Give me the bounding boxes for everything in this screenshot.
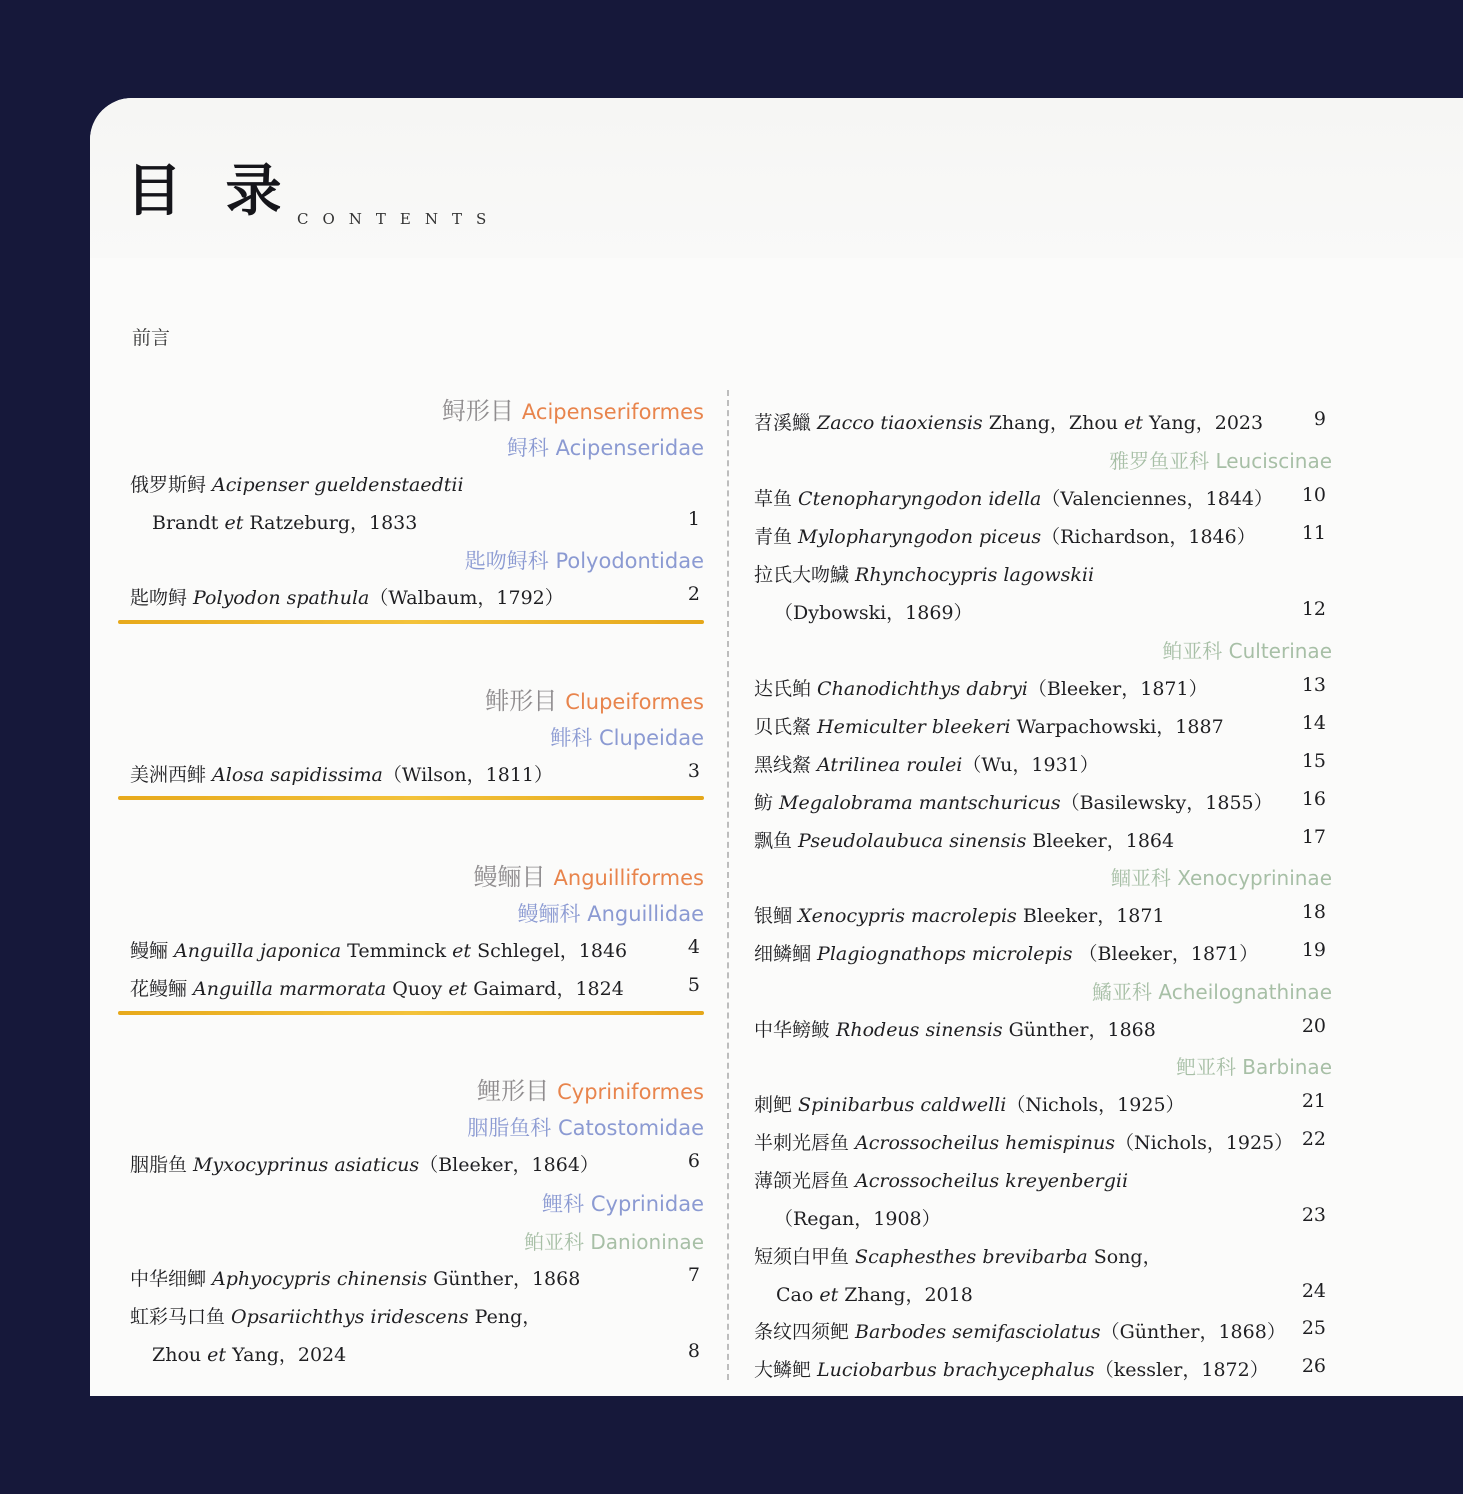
author: Cao (776, 1284, 820, 1306)
author: （kessler，1872） (1094, 1359, 1269, 1381)
section-rule (118, 796, 704, 800)
species-cn: 鳗鲡 (130, 940, 175, 962)
order-cn: 鳗鲡目 (473, 863, 546, 891)
order-heading (90, 391, 704, 427)
species-sci: Rhynchocypris lagowskii (855, 564, 1095, 586)
family-heading: 鲤科 Cyprinidae (542, 1192, 704, 1216)
author: （Valenciennes，1844） (1041, 488, 1274, 510)
author: （Nichols，1925） (1006, 1094, 1185, 1116)
order-en: Anguilliformes (553, 866, 704, 890)
species-sci: Aphyocypris chinensis (212, 1268, 428, 1290)
order-heading (90, 681, 704, 717)
author: Ratzeburg，1833 (243, 512, 418, 534)
page-number: 8 (687, 1340, 700, 1362)
page-number: 20 (1301, 1015, 1326, 1037)
page-number: 9 (1313, 408, 1326, 430)
page-number: 2 (687, 583, 700, 605)
species-entry[interactable] (130, 1150, 599, 1186)
species-entry[interactable] (754, 1090, 1185, 1126)
author-et: et (819, 1284, 839, 1306)
author: Peng， (468, 1306, 542, 1328)
page-number: 13 (1301, 674, 1326, 696)
author: Schlegel，1846 (471, 940, 628, 962)
species-entry[interactable] (754, 939, 1258, 975)
page-number: 7 (687, 1264, 700, 1286)
species-sci: Mylopharyngodon piceus (798, 526, 1042, 548)
species-entry[interactable] (754, 1128, 1293, 1164)
species-entry[interactable] (754, 560, 1094, 596)
species-entry[interactable] (754, 1166, 1128, 1202)
page-number: 25 (1301, 1317, 1326, 1339)
species-entry-cont[interactable] (774, 598, 973, 634)
order-en: Acipenseriformes (521, 400, 704, 424)
species-sci: Luciobarbus brachycephalus (817, 1359, 1095, 1381)
species-sci: Myxocyprinus asiaticus (193, 1154, 420, 1176)
author: （Bleeker，1864） (419, 1154, 599, 1176)
species-cn: 美洲西鲱 (130, 764, 213, 786)
species-sci: Alosa sapidissima (212, 764, 383, 786)
subfamily-heading: 鱊亚科 Acheilognathinae (1092, 980, 1332, 1004)
species-sci: Polyodon spathula (193, 587, 370, 609)
species-cn: 半刺光唇鱼 (754, 1132, 856, 1154)
species-entry[interactable] (754, 1015, 1156, 1051)
page-number: 15 (1301, 750, 1326, 772)
page-number: 17 (1301, 826, 1326, 848)
author: （Wu，1931） (962, 754, 1099, 776)
author: Song， (1087, 1246, 1162, 1268)
page-number: 24 (1301, 1280, 1326, 1302)
author: （Basilewsky，1855） (1060, 792, 1273, 814)
order-heading (90, 857, 704, 893)
order-en: Clupeiformes (565, 690, 704, 714)
page-number: 16 (1301, 788, 1326, 810)
species-cn: 俄罗斯鲟 (130, 474, 213, 496)
species-sci: Megalobrama mantschuricus (779, 792, 1061, 814)
species-cn: 草鱼 (754, 488, 799, 510)
family-heading: 胭脂鱼科 Catostomidae (467, 1116, 704, 1140)
author: Temminck (341, 940, 453, 962)
author: （Günther，1868） (1100, 1321, 1286, 1343)
page-number: 6 (687, 1150, 700, 1172)
author: （Bleeker，1871） (1072, 943, 1259, 965)
species-entry[interactable] (754, 674, 1208, 710)
author: Gaimard，1824 (467, 978, 624, 1000)
author: Brandt (152, 512, 225, 534)
species-sci: Scaphesthes brevibarba (855, 1246, 1088, 1268)
page-number: 22 (1301, 1128, 1326, 1150)
author: Quoy (386, 978, 449, 1000)
species-entry[interactable] (754, 826, 1174, 862)
page-number: 1 (687, 508, 700, 530)
species-cn: 细鳞鲴 (754, 943, 818, 965)
species-sci: Ctenopharyngodon idella (798, 488, 1042, 510)
family-heading: 鲱科 Clupeidae (550, 726, 704, 750)
order-cn: 鲱形目 (485, 687, 558, 715)
page-number: 21 (1301, 1090, 1326, 1112)
species-cn: 达氏鲌 (754, 678, 818, 700)
species-cn: 大鳞鲃 (754, 1359, 818, 1381)
species-cn: 飘鱼 (754, 830, 799, 852)
species-sci: Zacco tiaoxiensis (817, 412, 983, 434)
species-cn: 苕溪鱲 (754, 412, 818, 434)
page-number: 19 (1301, 939, 1326, 961)
species-entry-cont[interactable] (152, 508, 417, 544)
author-et: et (207, 1344, 227, 1366)
page-number: 10 (1301, 484, 1326, 506)
species-cn: 黑线䱗 (754, 754, 818, 776)
species-entry-cont[interactable] (152, 1340, 346, 1376)
author: （Regan，1908） (774, 1208, 941, 1230)
species-cn: 短须白甲鱼 (754, 1246, 856, 1268)
author: Bleeker，1864 (1026, 830, 1175, 852)
species-cn: 条纹四须鲃 (754, 1321, 856, 1343)
species-cn: 贝氏䱗 (754, 716, 818, 738)
species-sci: Anguilla marmorata (193, 978, 387, 1000)
page-number: 23 (1301, 1204, 1326, 1226)
species-sci: Opsariichthys iridescens (231, 1306, 469, 1328)
author: （Nichols，1925） (1114, 1132, 1294, 1154)
species-cn: 中华鳑鲏 (754, 1019, 837, 1041)
species-entry[interactable] (130, 470, 464, 506)
section-rule (118, 620, 704, 624)
species-sci: Acipenser gueldenstaedtii (212, 474, 464, 496)
species-entry[interactable] (754, 788, 1273, 824)
author-et: et (1124, 412, 1143, 434)
author: （Walbaum，1792） (369, 587, 564, 609)
author-et: et (448, 978, 468, 1000)
subfamily-heading: 鲃亚科 Barbinae (1175, 1055, 1332, 1079)
species-entry-cont[interactable] (774, 1204, 941, 1240)
contents-page (90, 98, 1463, 1396)
species-entry[interactable] (130, 583, 564, 619)
toc-foreword-link[interactable]: 前言 (132, 327, 171, 349)
species-cn: 花鳗鲡 (130, 978, 194, 1000)
author: （Richardson，1846） (1041, 526, 1256, 548)
species-entry[interactable] (754, 408, 1263, 444)
species-entry[interactable] (130, 1264, 580, 1300)
species-entry[interactable] (754, 712, 1224, 748)
species-sci: Pseudolaubuca sinensis (798, 830, 1027, 852)
species-entry[interactable] (754, 901, 1165, 937)
species-entry[interactable] (754, 484, 1273, 520)
subfamily-heading: 鲴亚科 Xenocyprininae (1110, 866, 1332, 890)
species-sci: Spinibarbus caldwelli (798, 1094, 1007, 1116)
species-cn: 刺鲃 (754, 1094, 799, 1116)
species-cn: 薄颌光唇鱼 (754, 1170, 856, 1192)
family-heading: 鳗鲡科 Anguillidae (517, 902, 704, 926)
family-heading: 匙吻鲟科 Polyodontidae (464, 549, 704, 573)
species-entry[interactable] (754, 1355, 1269, 1391)
species-entry-cont[interactable] (776, 1280, 973, 1316)
page-number: 14 (1301, 712, 1326, 734)
subfamily-heading: 雅罗鱼亚科 Leuciscinae (1109, 449, 1332, 473)
species-sci: Rhodeus sinensis (836, 1019, 1003, 1041)
species-entry[interactable] (130, 1302, 541, 1338)
species-entry[interactable] (754, 1242, 1162, 1278)
order-cn: 鲟形目 (441, 397, 514, 425)
species-cn: 虹彩马口鱼 (130, 1306, 232, 1328)
author: Zhang，2018 (838, 1284, 973, 1306)
author: Warpachowski，1887 (1010, 716, 1224, 738)
species-cn: 青鱼 (754, 526, 799, 548)
species-entry[interactable] (130, 760, 553, 796)
species-cn: 匙吻鲟 (130, 587, 194, 609)
subfamily-heading: 鲌亚科 Danioninae (524, 1230, 704, 1254)
page-number: 18 (1301, 901, 1326, 923)
species-cn: 胭脂鱼 (130, 1154, 194, 1176)
species-cn: 中华细鲫 (130, 1268, 213, 1290)
species-sci: Acrossocheilus hemispinus (855, 1132, 1115, 1154)
species-cn: 银鲴 (754, 905, 799, 927)
author-et: et (452, 940, 472, 962)
page-number: 4 (687, 936, 700, 958)
author: Bleeker，1871 (1016, 905, 1165, 927)
author: （Bleeker，1871） (1027, 678, 1208, 700)
species-sci: Anguilla japonica (174, 940, 342, 962)
page-title: 目 录 (126, 159, 294, 224)
species-cn: 鲂 (754, 792, 780, 814)
species-entry[interactable] (130, 974, 624, 1010)
species-entry[interactable] (754, 522, 1256, 558)
species-sci: Barbodes semifasciolatus (855, 1321, 1101, 1343)
order-cn: 鲤形目 (477, 1077, 550, 1105)
subfamily-heading: 鲌亚科 Culterinae (1162, 639, 1332, 663)
species-entry[interactable] (754, 750, 1099, 786)
page-subtitle: CONTENTS (297, 210, 501, 228)
family-heading: 鲟科 Acipenseridae (506, 436, 704, 460)
order-en: Cypriniformes (557, 1080, 704, 1104)
header-band (90, 98, 1463, 258)
species-cn: 拉氏大吻鱥 (754, 564, 856, 586)
species-sci: Hemiculter bleekeri (817, 716, 1011, 738)
page-number: 5 (687, 974, 700, 996)
author: （Dybowski，1869） (774, 602, 973, 624)
species-entry[interactable] (130, 936, 627, 972)
author: Zhou (152, 1344, 208, 1366)
page-number: 11 (1301, 522, 1326, 544)
author: Günther，1868 (1002, 1019, 1156, 1041)
species-sci: Acrossocheilus kreyenbergii (855, 1170, 1129, 1192)
species-sci: Atrilinea roulei (817, 754, 963, 776)
species-sci: Xenocypris macrolepis (798, 905, 1017, 927)
page-number: 26 (1301, 1355, 1326, 1377)
page-number: 3 (687, 760, 700, 782)
author: Günther，1868 (427, 1268, 581, 1290)
author: Yang，2024 (226, 1344, 347, 1366)
author: Yang，2023 (1142, 412, 1264, 434)
species-sci: Plagiognathops microlepis (817, 943, 1073, 965)
species-entry[interactable] (754, 1317, 1286, 1353)
species-sci: Chanodichthys dabryi (817, 678, 1028, 700)
order-heading (90, 1071, 704, 1107)
section-rule (118, 1011, 704, 1015)
page-number: 12 (1301, 598, 1326, 620)
author-et: et (224, 512, 244, 534)
author: Zhang，Zhou (982, 412, 1125, 434)
author: （Wilson，1811） (382, 764, 554, 786)
